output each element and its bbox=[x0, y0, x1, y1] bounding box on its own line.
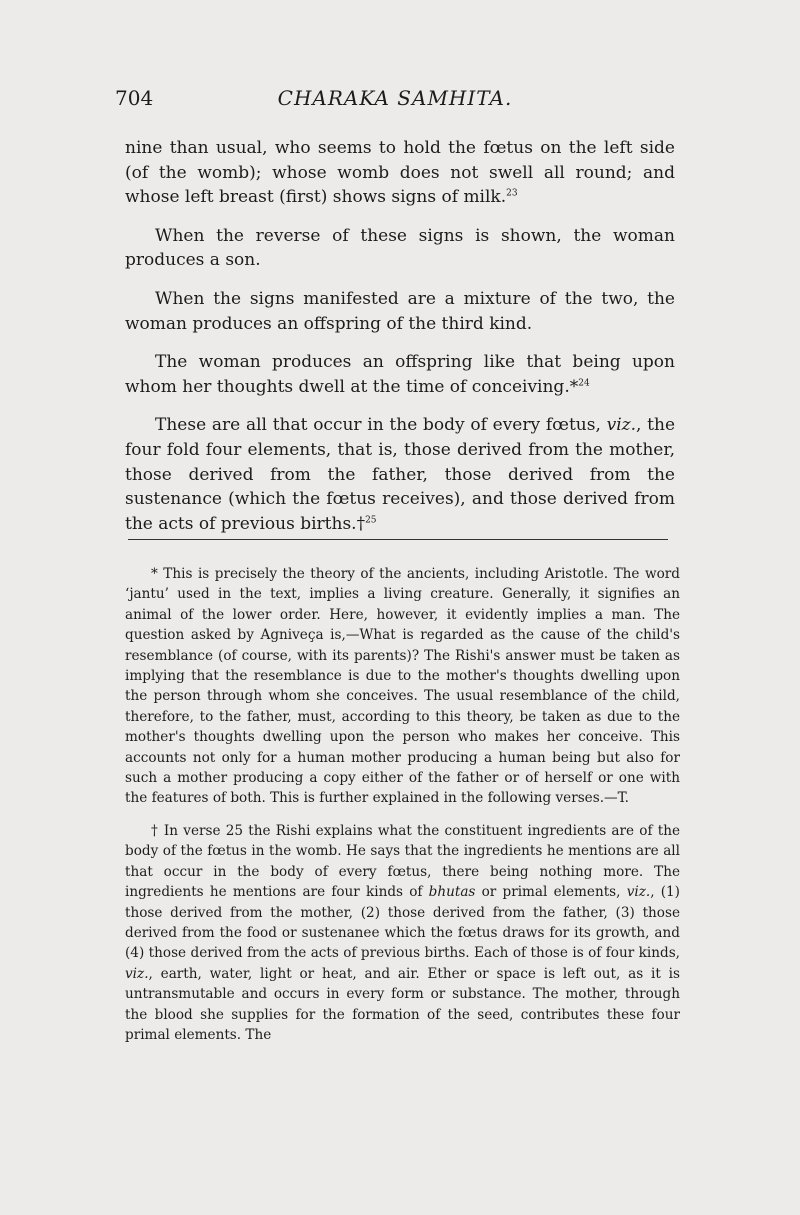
paragraph-4-text: The woman produces an offspring like that being upon whom her thoughts dwell at the time of conceiving. bbox=[125, 352, 675, 397]
footnote-mark-star: * bbox=[569, 376, 579, 397]
page-header bbox=[115, 86, 675, 116]
footnote-2-text-c: , (1) those derived from the mother, (2) those derived from the father, (3) those derived from the food or sustenanee which the fœtus draws for its growth, and (4) those derived from the acts of previous births. Each of those is of four kinds, bbox=[125, 884, 680, 962]
page-number: 704 bbox=[115, 86, 154, 110]
paragraph-5-text-a: These are all that occur in the body of every fœtus, bbox=[155, 415, 607, 436]
footnote-1: * This is precisely the theory of the ancients, including Aristotle. The word ‘jantu’ used in the text, implies a living creature. Generally, it signifies an animal of the lower order. Here, however, it evidently implies a man. The question asked by Agniveça is,—What is regarded as the cause of the child's resemblance (of course, with its parents)? The Rishi's answer must be taken as implying that the resemblance is due to the mother's thoughts dwelling upon the person through whom she conceives. The usual resemblance of the child, therefore, to the father, must, according to this theory, be taken as due to the mother's thoughts dwelling upon the person who makes her conceive. This accounts not only for a human mother producing a human being but also for such a mother producing a copy either of the father or of herself or one with the features of both. This is further explained in the following verses.—T. bbox=[125, 566, 680, 807]
verse-ref-25: 25 bbox=[365, 515, 377, 526]
footnote-2-bhutas: bhutas bbox=[428, 884, 476, 901]
main-text bbox=[125, 136, 675, 550]
footnotes bbox=[125, 564, 680, 1057]
footnote-2 bbox=[125, 821, 680, 1045]
paragraph-1 bbox=[125, 136, 675, 210]
footnote-2-text-b: or primal elements, bbox=[475, 884, 627, 901]
footnote-2-text-a: † In verse 25 the Rishi explains what the constituent ingredients are of the body of the fœtus in the womb. He says that the ingredients he mentions are all that occur in the body of every fœtus, there being nothing more. The ingredients he mentions are four kinds of bbox=[125, 822, 680, 901]
paragraph-5-viz: viz. bbox=[606, 415, 637, 436]
footnote-2-viz-2: viz. bbox=[125, 965, 149, 982]
verse-ref-23: 23 bbox=[506, 188, 518, 199]
paragraph-5-text-b: , the four fold four elements, that is, those derived from the mother, those derived from the father, those derived from the sustenance (which the fœtus receives), and those derived from the acts of previous births. bbox=[125, 415, 676, 534]
footnote-divider bbox=[128, 539, 668, 540]
paragraph-5 bbox=[125, 413, 675, 536]
footnote-2-text-d: , earth, water, light or heat, and air. Ether or space is left out, as it is untransmutable and occurs in every form or substance. The mother, through the blood she supplies for the formation of the seed, contributes these four primal elements. The bbox=[125, 965, 680, 1043]
paragraph-3: When the signs manifested are a mixture of the two, the woman produces an offspring of the third kind. bbox=[125, 288, 675, 334]
footnote-mark-dagger: † bbox=[356, 513, 366, 534]
paragraph-2: When the reverse of these signs is shown, the woman produces a son. bbox=[125, 225, 675, 271]
paragraph-1-text: nine than usual, who seems to hold the fœtus on the left side (of the womb); whose womb does not swell all round; and whose left breast (first) shows signs of milk. bbox=[125, 138, 675, 208]
footnote-2-viz-1: viz. bbox=[626, 884, 651, 901]
running-title: CHARAKA SAMHITA. bbox=[277, 86, 513, 110]
paragraph-4 bbox=[125, 350, 675, 399]
verse-ref-24: 24 bbox=[578, 378, 590, 389]
